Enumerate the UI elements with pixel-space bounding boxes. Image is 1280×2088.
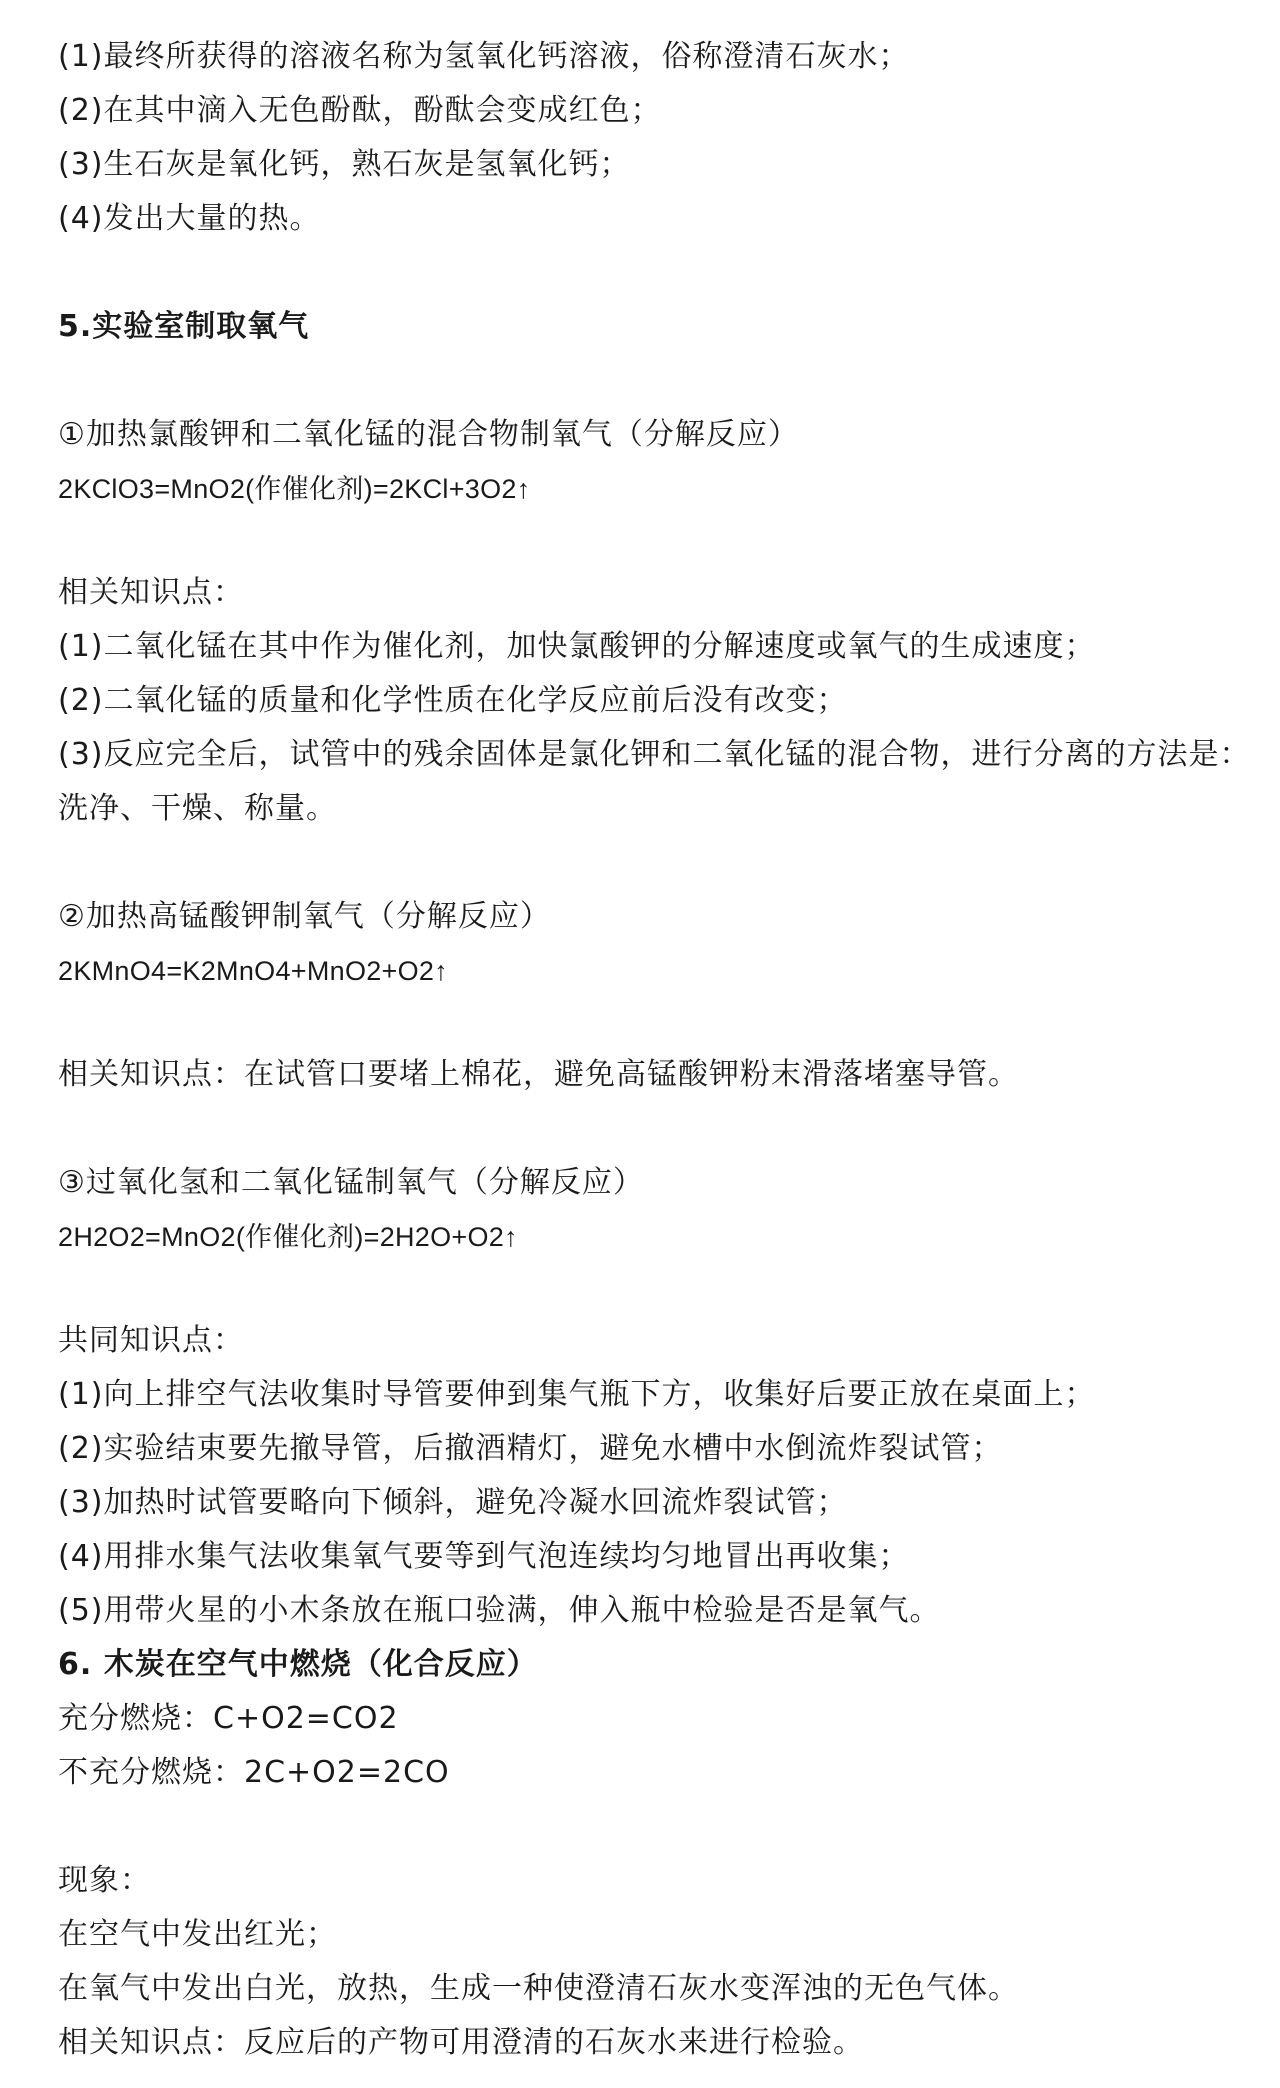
spacer — [58, 1264, 1258, 1314]
spacer — [58, 836, 1258, 890]
text-line: 在空气中发出红光； — [58, 1917, 337, 1952]
chemical-equation: 2H2O2=MnO2(作催化剂)=2H2O+O2↑ — [58, 1222, 518, 1252]
spacer — [58, 998, 1258, 1048]
spacer — [58, 354, 1258, 408]
spacer — [58, 246, 1258, 300]
subsection-heading: ③过氧化氢和二氧化锰制氧气（分解反应） — [58, 1165, 644, 1200]
spacer — [58, 1102, 1258, 1156]
section-heading: 6. 木炭在空气中燃烧（化合反应） — [58, 1647, 538, 1682]
spacer — [58, 516, 1258, 566]
text-line: (3)反应完全后，试管中的残余固体是氯化钾和二氧化锰的混合物，进行分离的方法是： — [58, 737, 1251, 772]
text-line: 充分燃烧：C+O2=CO2 — [58, 1701, 399, 1736]
chemical-equation: 2KMnO4=K2MnO4+MnO2+O2↑ — [58, 956, 449, 986]
text-line: 洗净、干燥、称量。 — [58, 791, 337, 826]
text-line: (3)加热时试管要略向下倾斜，避免冷凝水回流炸裂试管； — [58, 1485, 848, 1520]
text-line: 相关知识点： — [58, 575, 244, 610]
subsection-heading: ①加热氯酸钾和二氧化锰的混合物制氧气（分解反应） — [58, 417, 799, 452]
chemical-equation: 2KClO3=MnO2(作催化剂)=2KCl+3O2↑ — [58, 474, 531, 504]
document-body — [58, 30, 1258, 2070]
text-line: (1)二氧化锰在其中作为催化剂，加快氯酸钾的分解速度或氧气的生成速度； — [58, 629, 1096, 664]
text-line: (1)向上排空气法收集时导管要伸到集气瓶下方，收集好后要正放在桌面上； — [58, 1377, 1096, 1412]
text-line: (2)在其中滴入无色酚酞，酚酞会变成红色； — [58, 93, 662, 128]
text-line: 现象： — [58, 1863, 151, 1898]
text-line: (1)最终所获得的溶液名称为氢氧化钙溶液，俗称澄清石灰水； — [58, 39, 910, 74]
text-line: (5)用带火星的小木条放在瓶口验满，伸入瓶中检验是否是氧气。 — [58, 1593, 941, 1628]
spacer — [58, 1800, 1258, 1854]
text-line: 不充分燃烧：2C+O2=2CO — [58, 1755, 450, 1790]
text-line: (4)发出大量的热。 — [58, 201, 321, 236]
text-line: 共同知识点： — [58, 1323, 244, 1358]
text-line: 在氧气中发出白光，放热，生成一种使澄清石灰水变浑浊的无色气体。 — [58, 1971, 1019, 2006]
section-heading: 5.实验室制取氧气 — [58, 309, 310, 344]
text-line: (2)二氧化锰的质量和化学性质在化学反应前后没有改变； — [58, 683, 848, 718]
text-line: (3)生石灰是氧化钙，熟石灰是氢氧化钙； — [58, 147, 631, 182]
text-line: 相关知识点：在试管口要堵上棉花，避免高锰酸钾粉末滑落堵塞导管。 — [58, 1057, 1019, 1092]
text-line: (2)实验结束要先撤导管，后撤酒精灯，避免水槽中水倒流炸裂试管； — [58, 1431, 1003, 1466]
subsection-heading: ②加热高锰酸钾制氧气（分解反应） — [58, 899, 551, 934]
text-line: (4)用排水集气法收集氧气要等到气泡连续均匀地冒出再收集； — [58, 1539, 910, 1574]
text-line: 相关知识点：反应后的产物可用澄清的石灰水来进行检验。 — [58, 2025, 864, 2060]
